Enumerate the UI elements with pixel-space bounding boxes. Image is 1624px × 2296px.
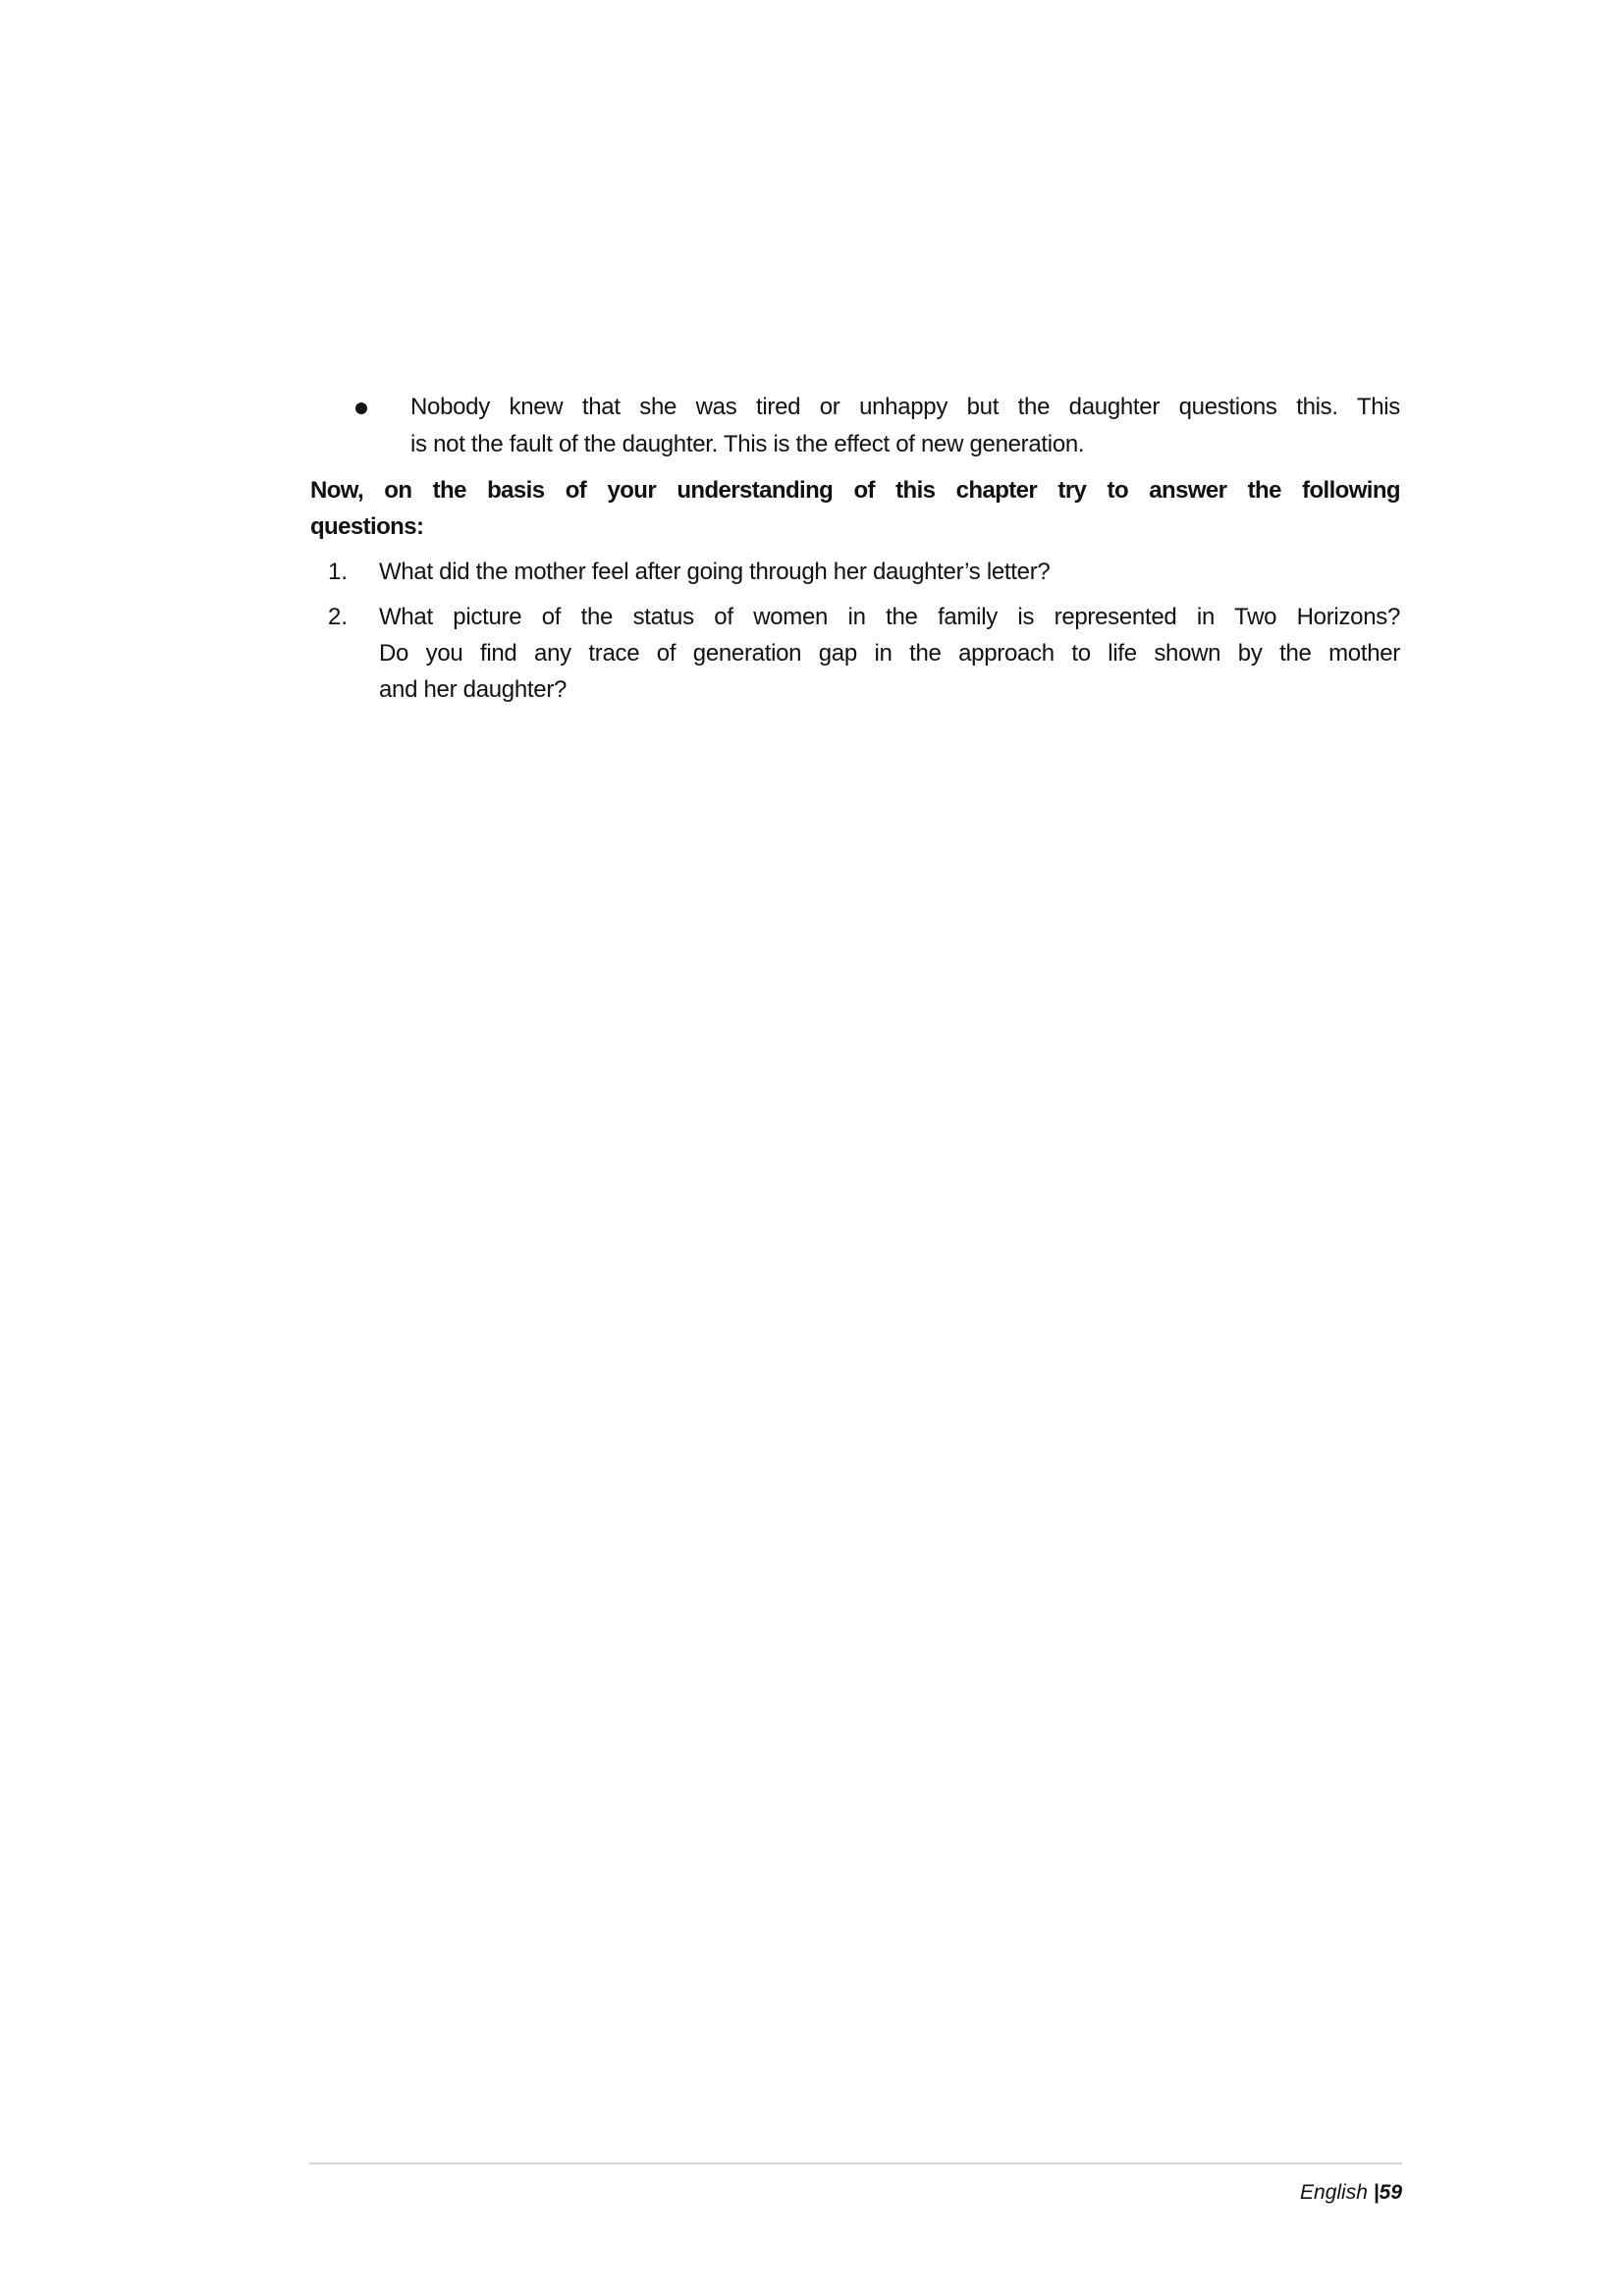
instruction-line: questions: xyxy=(310,513,424,540)
footer-subject: English xyxy=(1300,2181,1368,2204)
bullet-text-line: is not the fault of the daughter. This is the effect of new generation. xyxy=(410,431,1085,457)
question-number: 2. xyxy=(328,604,349,630)
bullet-text-line: Nobody knew that she was tired or unhappy but the daughter questions this. This xyxy=(410,394,1400,420)
question-text-line: What picture of the status of women in the family is represented in Two Horizons? xyxy=(379,604,1400,630)
question-number: 1. xyxy=(328,559,349,585)
bullet-icon xyxy=(355,402,367,414)
question-text-line: and her daughter? xyxy=(379,676,568,703)
footer-divider xyxy=(309,2163,1402,2164)
question-text-line: What did the mother feel after going through her daughter’s letter? xyxy=(379,559,1051,585)
page-number: 59 xyxy=(1379,2181,1402,2204)
footer-separator: | xyxy=(1373,2181,1380,2204)
page-footer xyxy=(1300,2181,1402,2205)
instruction-line: Now, on the basis of your understanding of this chapter try to answer the following xyxy=(310,477,1400,504)
question-text-line: Do you find any trace of generation gap in the approach to life shown by the mother xyxy=(379,640,1400,667)
